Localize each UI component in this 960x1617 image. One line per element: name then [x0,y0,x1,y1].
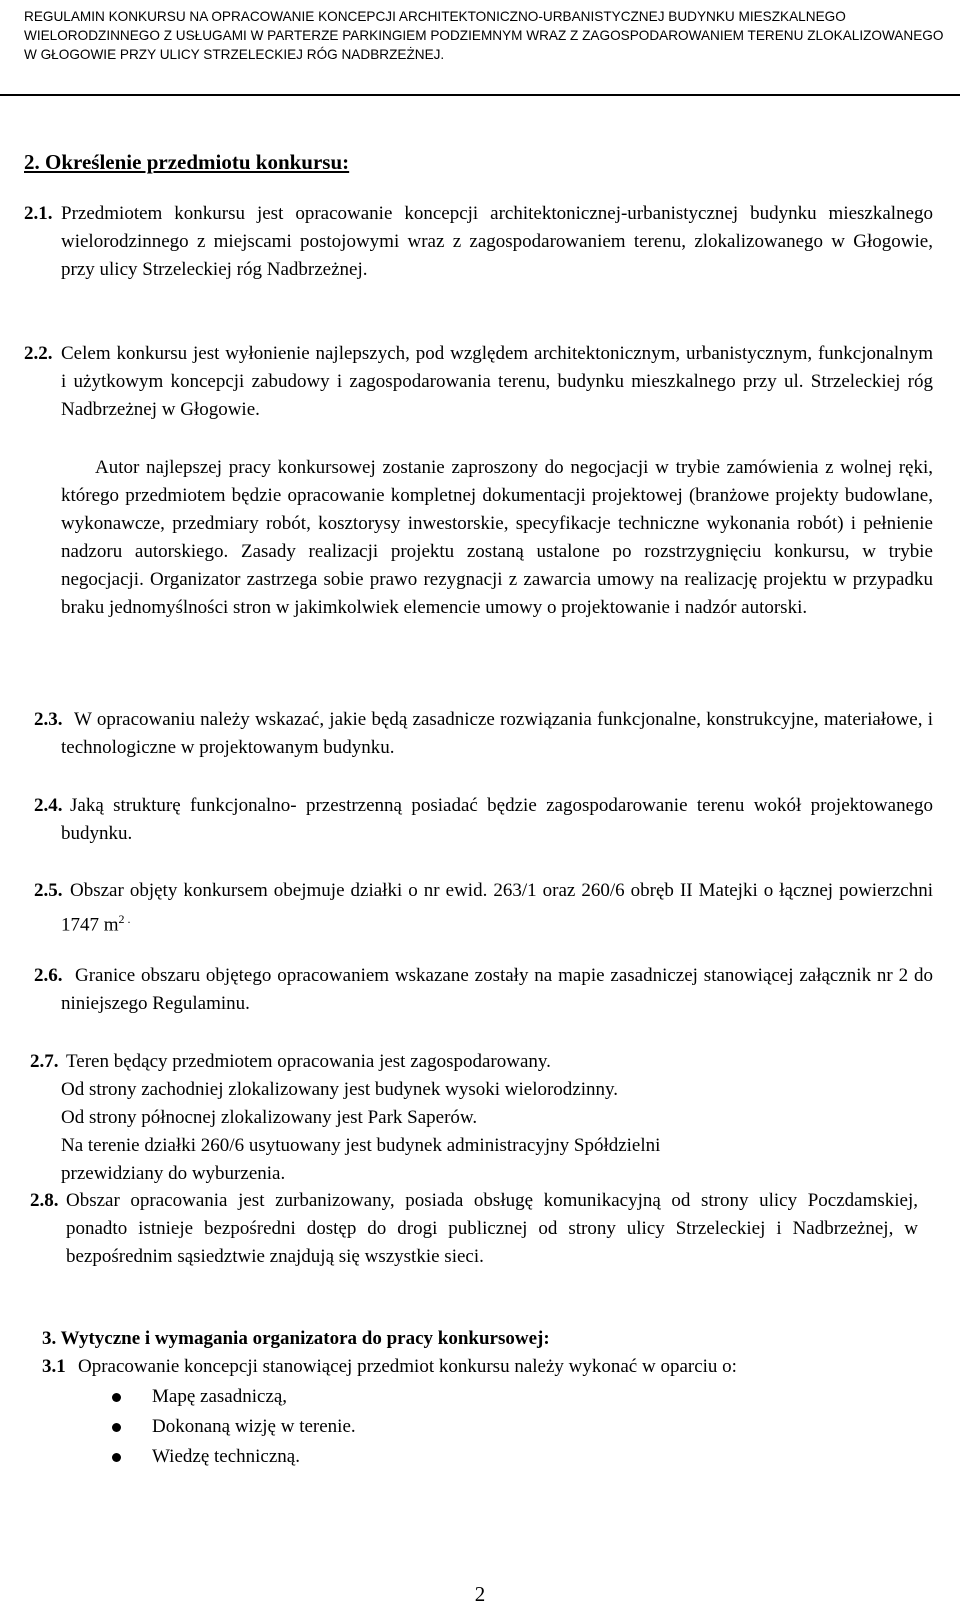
section-3-title: 3. Wytyczne i wymagania organizatora do pracy konkursowej: [42,1328,550,1349]
item-2-7-line: Od strony północnej zlokalizowany jest Park Saperów. [61,1107,478,1128]
item-2-1-text: Przedmiotem konkursu jest opracowanie koncepcji architektonicznej-urbanistycznej budynku mieszkalnego wielorodzinnego z miejscami postojowymi wraz z zagospodarowaniem terenu, zlokalizowanego w Głogowie, przy ulicy Strzeleckiej róg Nadbrzeżnej. [61,203,933,280]
winner-paragraph: Autor najlepszej pracy konkursowej zostanie zaproszony do negocjacji w trybie zamówienia z wolnej ręki, którego przedmiotem będzie opracowanie kompletnej dokumentacji projektowej (branżowe projekty budowlane, wykonawcze, przedmiary robót, kosztorysy inwestorskie, specyfikacje techniczne wykonania robót) i pełnienie nadzoru autorskiego. Zasady realizacji projektu zostaną ustalone po rozstrzygnięciu konkursu, w trybie negocjacji. Organizator zastrzega sobie prawo rezygnacji z zawarcia umowy na realizację projektu w przypadku braku jednomyślności stron w jakimkolwiek elemencie umowy o projektowanie i nadzór autorski. [61,457,933,618]
superscript: 2 . [118,912,131,926]
item-2-2-text: Celem konkursu jest wyłonienie najlepszych, pod względem architektonicznym, urbanistycznym, funkcjonalnym i użytkowym koncepcji zabudowy i zagospodarowania terenu, budynku mieszkalnego przy ul. Strzeleckiej róg Nadbrzeżnej w Głogowie. [61,343,933,420]
item-2-4-number: 2.4. [34,795,63,816]
item-3-1-number: 3.1 [42,1356,66,1377]
page-number: 2 [474,1582,486,1606]
item-2-4-text: Jaką strukturę funkcjonalno- przestrzenną posiadać będzie zagospodarowanie terenu wokół projektowanego budynku. [61,795,933,844]
item-2-7-line: Od strony zachodniej zlokalizowany jest budynek wysoki wielorodzinny. [61,1079,619,1100]
requirements-list [112,1382,356,1472]
item-2-7-line: Teren będący przedmiotem opracowania jest zagospodarowany. [66,1051,551,1072]
list-item: Mapę zasadniczą, [112,1382,356,1412]
bullet-icon [112,1453,121,1462]
list-item: Dokonaną wizję w terenie. [112,1412,356,1442]
item-2-8-number: 2.8. [30,1190,59,1211]
bullet-icon [112,1423,121,1432]
item-2-5-text: Obszar objęty konkursem obejmuje działki o nr ewid. 263/1 oraz 260/6 obręb II Matejki o łącznej powierzchni 1747 $m^{2 .}$ [61,880,933,936]
item-2-7-number: 2.7. [30,1051,59,1072]
item-2-8-text: Obszar opracowania jest zurbanizowany, posiada obsługę komunikacyjną od strony ulicy Poczdamskiej, ponadto istnieje bezpośredni dostęp do drogi publicznej od strony ulicy Strzeleckiej i Nadbrzeżnej, w bezpośrednim sąsiedztwie znajdują się wszystkie sieci. [66,1190,918,1267]
item-2-7-line: przewidziany do wyburzenia. [61,1163,286,1184]
item-2-2-number: 2.2. [24,343,53,364]
bullet-icon [112,1393,121,1402]
list-item: Wiedzę techniczną. [112,1442,356,1472]
section-2-title: 2. Określenie przedmiotu konkursu: [24,150,350,174]
document-header: REGULAMIN KONKURSU NA OPRACOWANIE KONCEPCJI ARCHITEKTONICZNO-URBANISTYCZNEJ BUDYNKU MIESZKALNEGO WIELORODZINNEGO Z USŁUGAMI W PARTERZE PARKINGIEM PODZIEMNYM WRAZ Z ZAGOSPODAROWANIEM TERENU ZLOKALIZOWANEGO W GŁOGOWIE PRZY ULICY STRZELECKIEJ RÓG NADBRZEŻNEJ. [0,0,960,96]
item-2-6-text: Granice obszaru objętego opracowaniem wskazane zostały na mapie zasadniczej stanowiącej załącznik nr 2 do niniejszego Regulaminu. [61,965,933,1014]
item-2-3-text: W opracowaniu należy wskazać, jakie będą zasadnicze rozwiązania funkcjonalne, konstrukcyjne, materiałowe, i technologiczne w projektowanym budynku. [61,709,933,758]
item-2-1-number: 2.1. [24,203,53,224]
item-2-6-number: 2.6. [34,965,63,986]
item-2-7-line: Na terenie działki 260/6 usytuowany jest budynek administracyjny Spółdzielni [61,1135,661,1156]
item-2-3-number: 2.3. [34,709,63,730]
item-2-5-number: 2.5. [34,880,63,901]
item-3-1-text: Opracowanie koncepcji stanowiącej przedmiot konkursu należy wykonać w oparciu o: [78,1356,737,1377]
